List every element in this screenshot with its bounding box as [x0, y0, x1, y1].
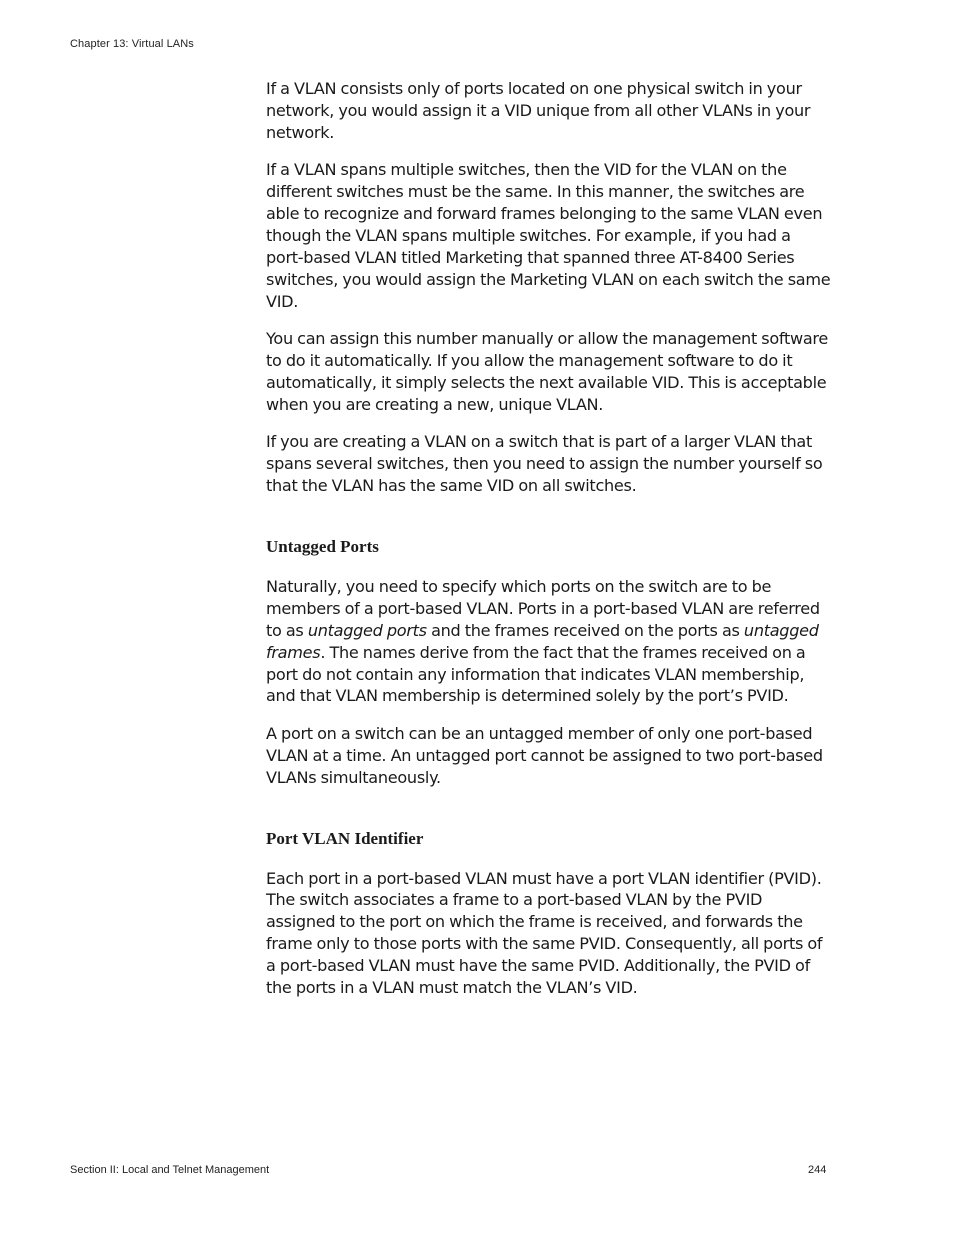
term-untagged-ports: untagged ports	[307, 620, 427, 640]
paragraph-untagged-definition	[266, 576, 832, 707]
text-run: . The names derive from the fact that the frames received on a port do not contain any information that indicates VLAN membership, and that VLAN membership is determined solely by the port’s PVID.	[266, 642, 806, 706]
paragraph-vid-assignment: You can assign this number manually or allow the management software to do it automatically. If you allow the management software to do it automatically, it simply selects the next available VID. This is acceptable when you are creating a new, unique VLAN.	[266, 329, 828, 414]
paragraph-vid-multiple-switches: If a VLAN spans multiple switches, then the VID for the VLAN on the different switches must be the same. In this manner, the switches are able to recognize and forward frames belonging to the same VLAN even though the VLAN spans multiple switches. For example, if you had a port-based VLAN titled Marketing that spanned three AT-8400 Series switches, you would assign the Marketing VLAN on each switch the same VID.	[266, 160, 831, 311]
heading-untagged-ports: Untagged Ports	[266, 536, 379, 556]
paragraph-vid-larger-vlan: If you are creating a VLAN on a switch that is part of a larger VLAN that spans several switches, then you need to assign the number yourself so that the VLAN has the same VID on all switches.	[266, 432, 823, 495]
paragraph-vid-unique: If a VLAN consists only of ports located on one physical switch in your network, you would assign it a VID unique from all other VLANs in your network.	[266, 79, 811, 142]
heading-port-vlan-identifier: Port VLAN Identifier	[266, 828, 424, 848]
page-number: 244	[808, 1164, 827, 1176]
paragraph-untagged-membership: A port on a switch can be an untagged member of only one port-based VLAN at a time. An untagged port cannot be assigned to two port-based VLANs simultaneously.	[266, 723, 823, 787]
paragraph-pvid: Each port in a port-based VLAN must have a port VLAN identifier (PVID). The switch associates a frame to a port-based VLAN by the PVID assigned to the port on which the frame is received, and forwards the frame only to those ports with the same PVID. Consequently, all ports of a port-based VLAN must have the same PVID. Additionally, the PVID of the ports in a VLAN must match the VLAN’s VID.	[266, 868, 823, 998]
text-run: and the frames received on the ports as	[426, 620, 744, 640]
running-header: Chapter 13: Virtual LANs	[70, 38, 194, 50]
page-content	[266, 78, 832, 1015]
footer-section: Section II: Local and Telnet Management	[70, 1164, 270, 1176]
text-run: Naturally, you need to specify which ports on the switch are to be members of a port-based VLAN. Ports in a port-based VLAN are referred to as	[266, 576, 820, 640]
term-untagged-frames: untagged frames	[266, 620, 819, 662]
